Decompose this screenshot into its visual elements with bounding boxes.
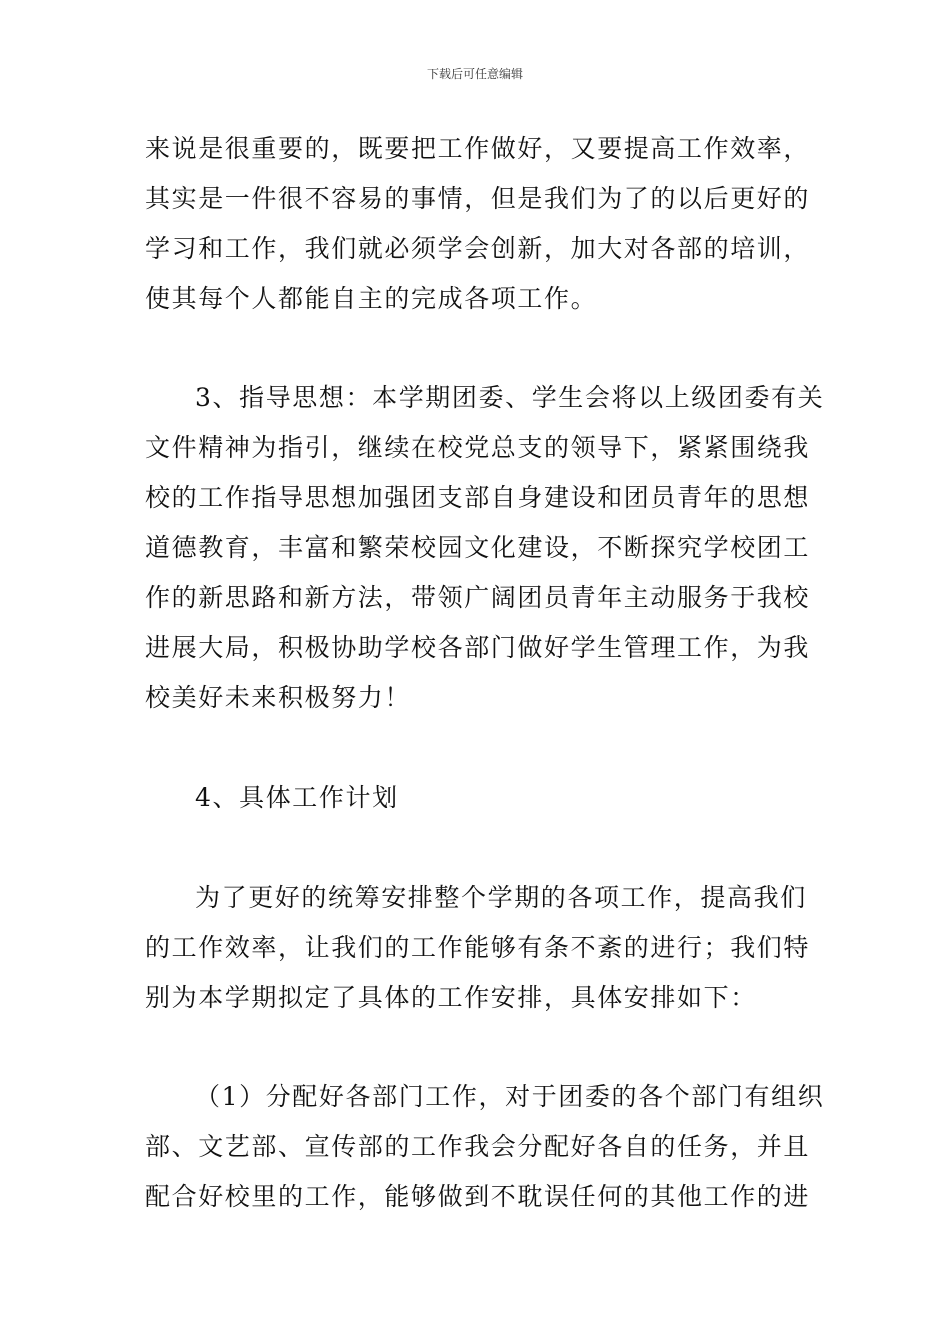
text-line: 作的新思路和新方法，带领广阔团员青年主动服务于我校 xyxy=(145,583,811,612)
text-line: 道德教育，丰富和繁荣校园文化建设，不断探究学校团工 xyxy=(145,533,811,562)
item-1-line: （1）分配好各部门工作，对于团委的各个部门有组织 xyxy=(195,1082,825,1111)
text-line: 的工作效率，让我们的工作能够有条不紊的进行；我们特 xyxy=(145,933,811,962)
text-line: 其实是一件很不容易的事情，但是我们为了的以后更好的 xyxy=(145,184,811,213)
text-line: 别为本学期拟定了具体的工作安排，具体安排如下： xyxy=(145,983,757,1012)
text-line: 校美好未来积极努力！ xyxy=(145,683,412,712)
text-line: 配合好校里的工作，能够做到不耽误任何的其他工作的进 xyxy=(145,1182,811,1211)
text-line: 文件精神为指引，继续在校党总支的领导下，紧紧围绕我 xyxy=(145,433,811,462)
section-3-heading-line: 3、指导思想：本学期团委、学生会将以上级团委有关 xyxy=(195,383,825,412)
section-4-heading: 4、具体工作计划 xyxy=(195,783,399,812)
page-header: 下载后可任意编辑 xyxy=(426,67,523,81)
text-line: 来说是很重要的，既要把工作做好，又要提高工作效率， xyxy=(145,134,811,163)
text-line: 为了更好的统筹安排整个学期的各项工作，提高我们 xyxy=(195,883,807,912)
text-line: 使其每个人都能自主的完成各项工作。 xyxy=(145,284,598,313)
text-line: 部、文艺部、宣传部的工作我会分配好各自的任务，并且 xyxy=(145,1132,811,1161)
text-line: 进展大局，积极协助学校各部门做好学生管理工作，为我 xyxy=(145,633,811,662)
text-line: 学习和工作，我们就必须学会创新，加大对各部的培训， xyxy=(145,234,811,263)
text-line: 校的工作指导思想加强团支部自身建设和团员青年的思想 xyxy=(145,483,811,512)
